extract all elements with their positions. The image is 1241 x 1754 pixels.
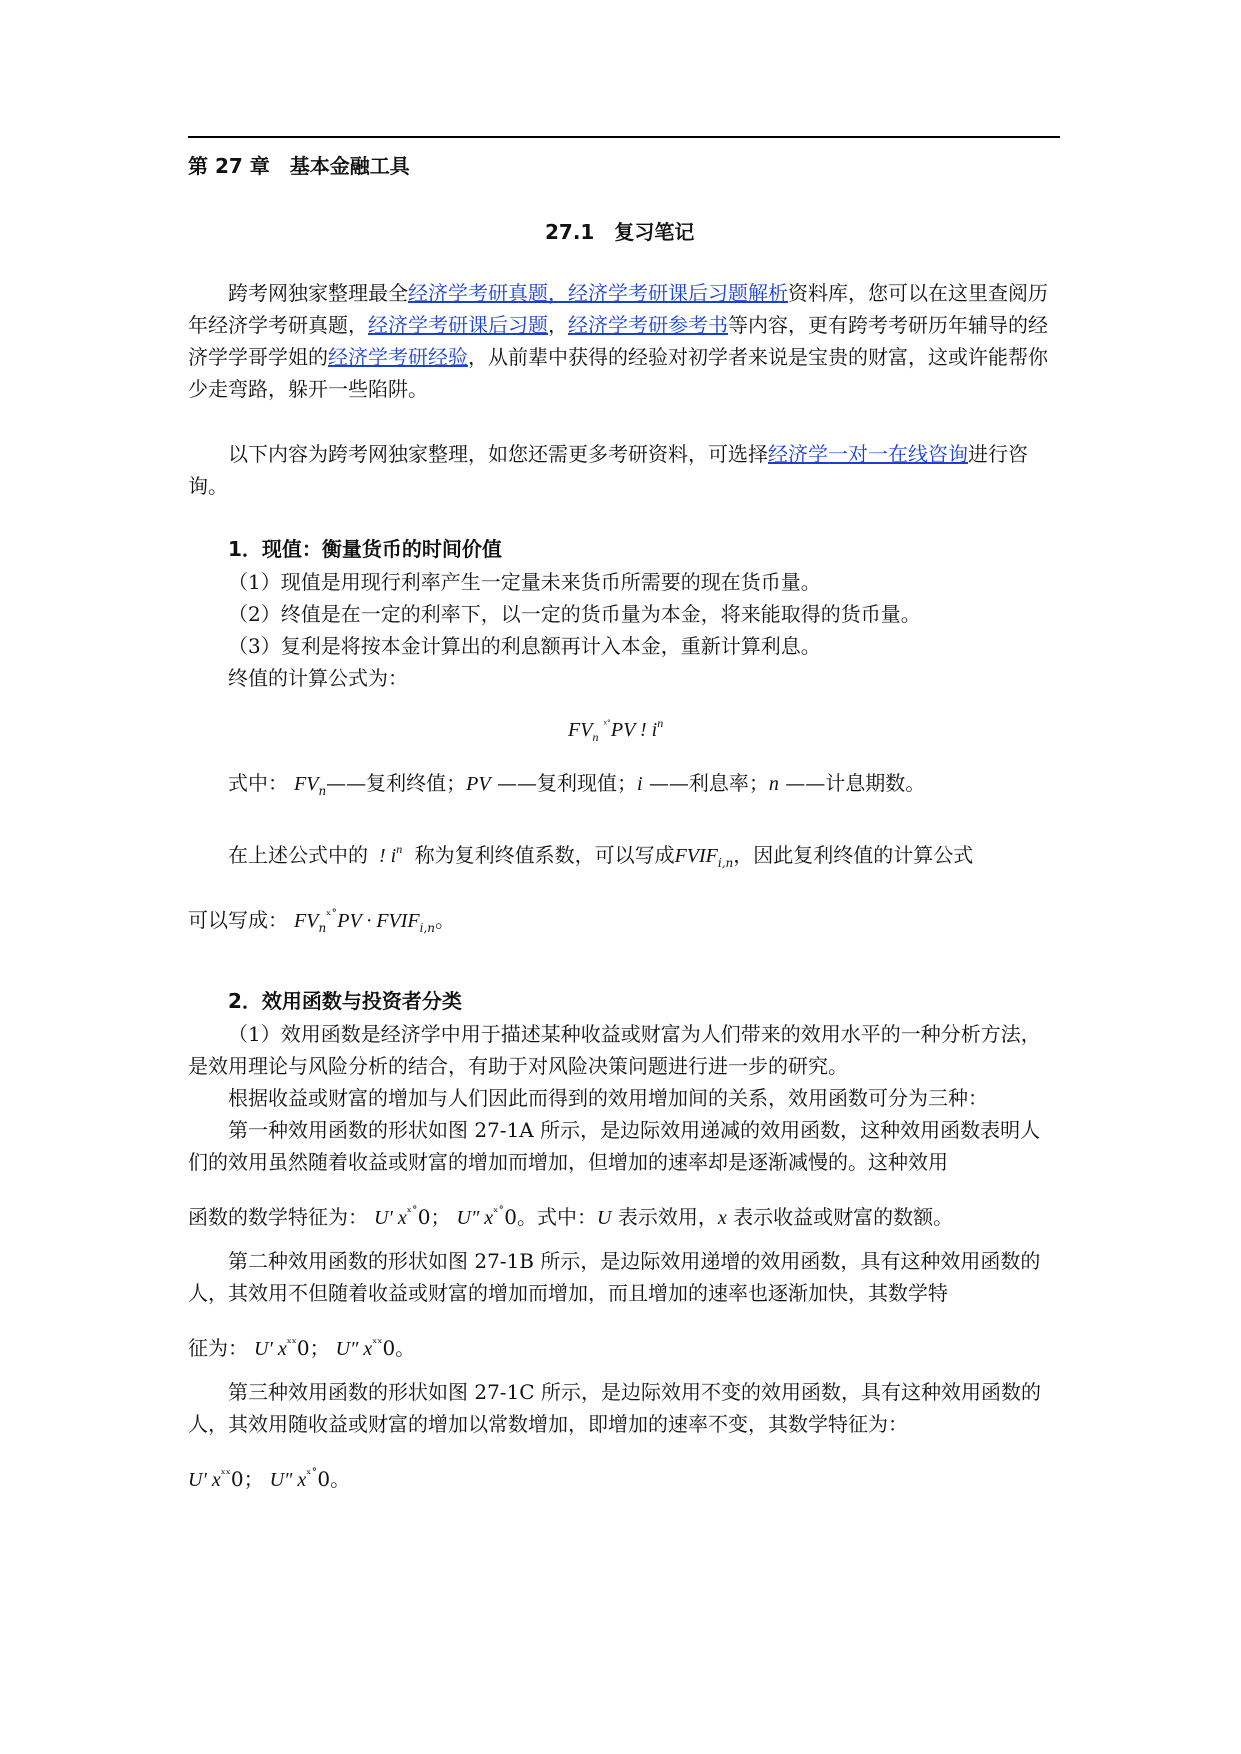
link-exam-experience[interactable]: 经济学考研经验 xyxy=(328,345,468,369)
utility-classification: 根据收益或财富的增加与人们因此而得到的效用增加间的关系，效用函数可分为三种： xyxy=(228,1086,988,1110)
definition-compound-interest: （3）复利是将按本金计算出的利息额再计入本金，重新计算利息。 xyxy=(228,634,821,658)
formula-intro: 终值的计算公式为： xyxy=(228,666,408,690)
definition-future-value: （2）终值是在一定的利率下，以一定的货币量为本金，将来能取得的货币量。 xyxy=(228,602,921,626)
section-heading-utility: 2．效用函数与投资者分类 xyxy=(228,989,462,1013)
utility-type-one-conditions: 函数的数学特征为： U′ $x^{ˣ˚}0$； U″ $x^{ˣ˚}0$。式中：U 表示效用，x 表示收益或财富的数额。 xyxy=(188,1205,954,1229)
link-reference-books[interactable]: 经济学考研参考书 xyxy=(568,313,728,337)
header-rule xyxy=(188,136,1060,138)
utility-type-two: 第二种效用函数的形状如图 27-1B 所示，是边际效用递增的效用函数，具有这种效用函数的人，其效用不但随着收益或财富的增加而增加，而且增加的速率也逐渐加快，其数学特 xyxy=(188,1249,1041,1305)
utility-type-one: 第一种效用函数的形状如图 27-1A 所示，是边际效用递减的效用函数，这种效用函数表明人们的效用虽然随着收益或财富的增加而增加，但增加的速率却是逐渐减慢的。这种效用 xyxy=(188,1118,1041,1174)
section-title: 27.1 复习笔记 xyxy=(545,220,695,244)
future-value-formula: $FV_n$ $^{ˣ˚}$PV ! $i^n$ xyxy=(568,716,664,744)
utility-type-three: 第三种效用函数的形状如图 27-1C 所示，是边际效用不变的效用函数，具有这种效用函数的人，其效用随收益或财富的增加以常数增加，即增加的速率不变，其数学特征为： xyxy=(188,1380,1041,1436)
section-heading-present-value: 1．现值：衡量货币的时间价值 xyxy=(228,537,502,561)
link-textbook-exercises[interactable]: 经济学考研课后习题 xyxy=(368,313,548,337)
fvif-explanation: 在上述公式中的 ! $i^n$ 称为复利终值系数，可以写成$FVIF_{i,n}$，因此复利终值的计算公式 xyxy=(228,842,974,870)
fvif-formula-line: 可以写成： $FV_n^{ˣ˚}PV$ · $FVIF_{i,n}$。 xyxy=(188,908,456,935)
utility-definition: （1）效用函数是经济学中用于描述某种收益或财富为人们带来的效用水平的一种分析方法，是效用理论与风险分析的结合，有助于对风险决策问题进行进一步的研究。 xyxy=(188,1022,1041,1078)
consult-paragraph: 以下内容为跨考网独家整理，如您还需更多考研资料，可选择经济学一对一在线咨询进行咨询。 xyxy=(188,442,1028,498)
link-exam-papers-solutions[interactable]: 经济学考研真题，经济学考研课后习题解析 xyxy=(408,281,788,305)
formula-legend: 式中： $FV_n——$复利终值；PV ——复利现值；i ——利息率；n ——计息期数。 xyxy=(228,771,926,798)
utility-type-two-conditions: 征为： U′ $x^{ˣˣ}0$； U″ $x^{ˣˣ}0$。 xyxy=(188,1336,416,1360)
link-online-consult[interactable]: 经济学一对一在线咨询 xyxy=(768,442,968,466)
chapter-title: 第 27 章 基本金融工具 xyxy=(188,154,410,178)
utility-type-three-conditions: U′ $x^{ˣˣ}0$； U″ $x^{ˣ˚}0$。 xyxy=(188,1467,351,1491)
intro-paragraph: 跨考网独家整理最全经济学考研真题，经济学考研课后习题解析资料库，您可以在这里查阅历年经济学考研真题，经济学考研课后习题，经济学考研参考书等内容，更有跨考考研历年辅导的经济学学哥学姐的经济学考研经验，从前辈中获得的经验对初学者来说是宝贵的财富，这或许能帮你少走弯路，躲开一些陷阱。 xyxy=(188,281,1048,401)
definition-present-value: （1）现值是用现行利率产生一定量未来货币所需要的现在货币量。 xyxy=(228,570,821,594)
